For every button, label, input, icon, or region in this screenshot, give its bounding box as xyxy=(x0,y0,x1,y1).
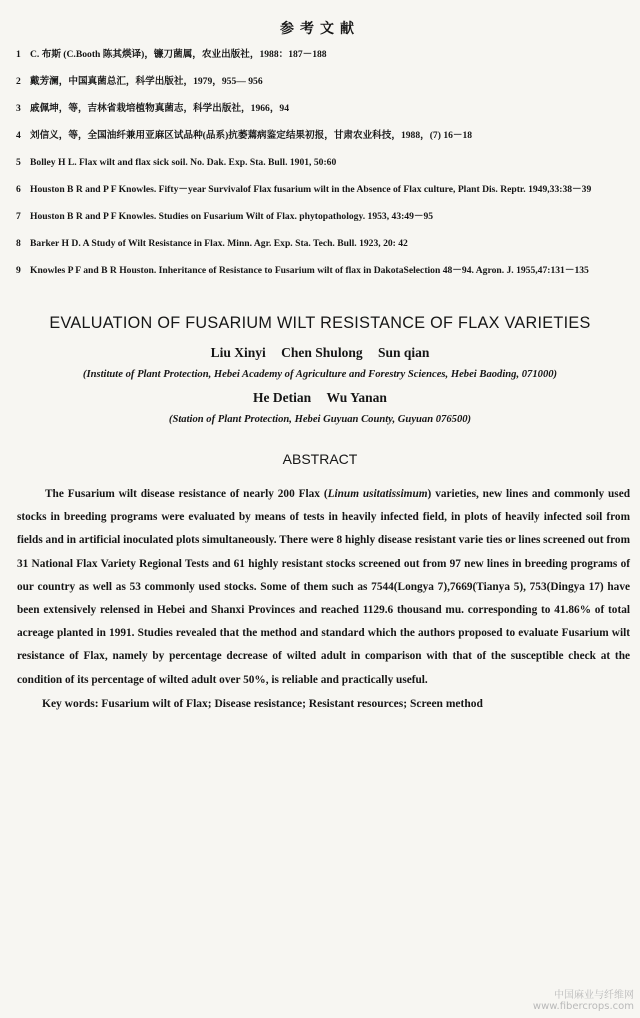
reference-text: C. 布斯 (C.Booth 陈其煐译)，镰刀菌属，农业出版社，1988：187－188 xyxy=(30,49,327,60)
reference-text: Houston B R and P F Knowles. Fifty－year Survivalof Flax fusarium wilt in the Absence of Flax culture, Plant Dis. Reptr. 1949,33:38－39 xyxy=(30,184,592,195)
reference-number: 8 xyxy=(16,238,21,249)
author-name: Liu Xinyi xyxy=(210,345,266,360)
reference-text: Houston B R and P F Knowles. Studies on Fusarium Wilt of Flax. phytopathology. 1953, 43:49－95 xyxy=(30,211,434,222)
paper-title: EVALUATION OF FUSARIUM WILT RESISTANCE OF FLAX VARIETIES xyxy=(49,314,591,332)
reference-number: 9 xyxy=(16,265,21,276)
paper-section xyxy=(0,314,640,710)
abstract-body xyxy=(0,483,640,692)
reference-item xyxy=(16,183,626,197)
affiliation-1: (Institute of Plant Protection, Hebei Academy of Agriculture and Forestry Sciences, Hebei Baoding, 071000) xyxy=(82,369,558,380)
reference-item xyxy=(16,156,626,170)
affiliation-2: (Station of Plant Protection, Hebei Guyuan County, Guyuan 076500) xyxy=(168,414,472,425)
reference-text: Bolley H L. Flax wilt and flax sick soil. No. Dak. Exp. Sta. Bull. 1901, 50:60 xyxy=(30,157,337,168)
reference-item xyxy=(16,75,626,89)
keywords: Key words: Fusarium wilt of Flax; Disease resistance; Resistant resources; Screen method xyxy=(42,697,483,710)
reference-number: 1 xyxy=(16,49,21,60)
species-name: Linum usitatissimum xyxy=(327,488,428,500)
watermark-line: www.fibercrops.com xyxy=(532,1001,634,1012)
reference-list xyxy=(0,48,640,278)
abstract-text: The Fusarium wilt disease resistance of nearly 200 Flax ( xyxy=(45,488,328,500)
author-name: He Detian xyxy=(253,390,312,405)
reference-number: 6 xyxy=(16,184,21,195)
watermark-line: 中国麻业与纤维网 xyxy=(554,990,634,1001)
author-name: Wu Yanan xyxy=(326,390,387,405)
reference-number: 5 xyxy=(16,157,21,168)
reference-number: 4 xyxy=(16,130,21,141)
reference-number: 7 xyxy=(16,211,21,222)
reference-item xyxy=(16,264,626,278)
references-heading: 参考文献 xyxy=(280,21,360,37)
watermark xyxy=(533,990,634,1012)
reference-text: 刘信义，等，全国油纤兼用亚麻区试品种(品系)抗萎蔫病鉴定结果初报，甘肃农业科技，1988，(7) 16－18 xyxy=(30,130,473,141)
reference-item xyxy=(16,102,626,116)
reference-text: Barker H D. A Study of Wilt Resistance in Flax. Minn. Agr. Exp. Sta. Tech. Bull. 1923, 20: 42 xyxy=(30,238,408,249)
reference-text: Knowles P F and B R Houston. Inheritance of Resistance to Fusarium wilt of flax in DakotaSelection 48－94. Agron. J. 1955,47:131－135 xyxy=(30,265,589,276)
author-name: Chen Shulong xyxy=(281,345,363,360)
authors-line-1 xyxy=(0,345,640,361)
abstract-heading: ABSTRACT xyxy=(282,451,358,467)
reference-item xyxy=(16,210,626,224)
reference-text: 戴芳澜，中国真菌总汇，科学出版社，1979，955— 956 xyxy=(30,76,263,87)
references-section xyxy=(0,18,640,278)
reference-text: 戚佩坤，等，吉林省栽培植物真菌志，科学出版社，1966，94 xyxy=(30,103,290,114)
reference-item xyxy=(16,48,626,62)
reference-item xyxy=(16,129,626,143)
author-name: Sun qian xyxy=(377,345,430,360)
reference-item xyxy=(16,237,626,251)
reference-number: 2 xyxy=(16,76,21,87)
abstract-text: ) varieties, new lines and commonly used stocks in breeding programs were evaluated by means of tests in heavily infected field, in plots of heavily infected soil from fields and in artificial inoculated plots simultaneously. There were 8 highly disease resistant varie ties or lines screened out from 31 National Flax Variety Regional Tests and 61 highly resistant stocks screened out from 97 new lines in breeding programs of our country as well as 53 commonly used stocks. Some of them such as 7544(Longya 7),7669(Tianya 5), 753(Dingya 17) have been extensively relensed in Hebei and Shanxi Provinces and reached 1129.6 thousand mu. corresponding to 41.86% of total acreage planted in 1991. Studies revealed that the method and standard which the authors proposed to evaluate Fusarium wilt resistance of Flax, namely by percentage decrease of wilted adult in comparison with that of the susceptible check at the condition of its percentage of wilted adult over 50%, is reliable and practically useful. xyxy=(17,488,631,686)
authors-line-2 xyxy=(0,390,640,406)
reference-number: 3 xyxy=(16,103,21,114)
